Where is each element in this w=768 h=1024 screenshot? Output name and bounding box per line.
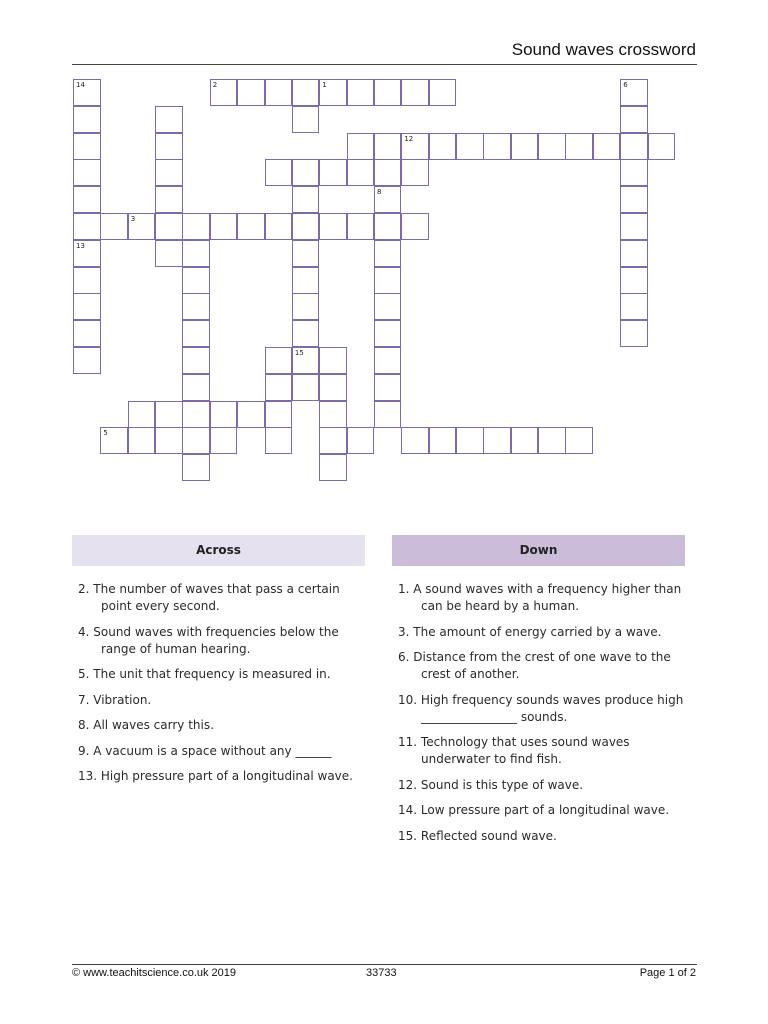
crossword-cell[interactable]	[182, 454, 210, 481]
crossword-cell[interactable]	[265, 427, 293, 454]
crossword-cell[interactable]	[155, 240, 183, 267]
crossword-cell[interactable]	[374, 159, 402, 186]
crossword-cell[interactable]	[237, 213, 265, 240]
crossword-cell[interactable]	[620, 159, 648, 186]
across-clue: 5. The unit that frequency is measured in.	[78, 667, 331, 681]
crossword-cell[interactable]	[538, 427, 566, 454]
crossword-cell[interactable]	[265, 374, 293, 401]
crossword-cell[interactable]	[347, 427, 375, 454]
crossword-cell[interactable]	[620, 213, 648, 240]
across-clue-list	[72, 581, 365, 785]
crossword-cell[interactable]	[292, 186, 320, 213]
crossword-cell[interactable]	[73, 133, 101, 160]
down-clue: 10. High frequency sounds waves produce high ________________ sounds.	[398, 692, 684, 724]
across-clue: 7. Vibration.	[78, 692, 152, 707]
across-heading: Across	[72, 535, 365, 566]
crossword-cell[interactable]	[374, 213, 402, 240]
crossword-cell[interactable]	[292, 347, 320, 374]
crossword-cell[interactable]	[374, 133, 402, 160]
across-column	[72, 535, 365, 794]
crossword-cell[interactable]	[429, 133, 457, 160]
crossword-cell[interactable]	[73, 106, 101, 133]
crossword-cell[interactable]	[319, 159, 347, 186]
crossword-cell[interactable]	[182, 427, 210, 454]
crossword-cell[interactable]	[292, 106, 320, 133]
crossword-cell[interactable]	[155, 213, 183, 240]
crossword-cell[interactable]	[401, 213, 429, 240]
crossword-cell[interactable]	[292, 374, 320, 401]
crossword-cell[interactable]	[155, 106, 183, 133]
clue-number: 13	[76, 241, 85, 250]
crossword-cell[interactable]	[374, 79, 402, 106]
crossword-cell[interactable]	[292, 213, 320, 240]
crossword-cell[interactable]	[620, 79, 648, 106]
crossword-cell[interactable]	[429, 79, 457, 106]
crossword-cell[interactable]	[456, 133, 484, 160]
crossword-cell[interactable]	[483, 133, 511, 160]
clue-number: 5	[103, 429, 108, 438]
crossword-cell[interactable]	[374, 267, 402, 294]
crossword-cell[interactable]	[319, 347, 347, 374]
crossword-cell[interactable]	[128, 213, 156, 240]
crossword-cell[interactable]	[319, 401, 347, 428]
crossword-cell[interactable]	[210, 427, 238, 454]
crossword-cell[interactable]	[128, 427, 156, 454]
clue-number: 14	[76, 81, 85, 89]
crossword-cell[interactable]	[73, 186, 101, 213]
crossword-cell[interactable]	[182, 320, 210, 347]
crossword-cell[interactable]	[374, 401, 402, 428]
crossword-cell[interactable]	[319, 213, 347, 240]
crossword-cell[interactable]	[182, 347, 210, 374]
crossword-cell[interactable]	[374, 347, 402, 374]
crossword-cell[interactable]	[292, 267, 320, 294]
crossword-cell[interactable]	[210, 79, 238, 106]
down-clue: 11. Technology that uses sound waves underwater to find fish.	[398, 735, 630, 766]
crossword-cell[interactable]	[565, 133, 593, 160]
across-clue: 9. A vacuum is a space without any ______	[78, 743, 332, 758]
crossword-cell[interactable]	[100, 427, 128, 454]
crossword-cell[interactable]	[347, 79, 375, 106]
crossword-cell[interactable]	[182, 401, 210, 428]
crossword-cell[interactable]	[128, 401, 156, 428]
crossword-cell[interactable]	[538, 133, 566, 160]
crossword-cell[interactable]	[100, 213, 128, 240]
crossword-cell[interactable]	[73, 293, 101, 320]
crossword-cell[interactable]	[319, 79, 347, 106]
crossword-cell[interactable]	[292, 320, 320, 347]
clue-number: 12	[404, 134, 414, 143]
clue-number: 2	[212, 81, 218, 89]
crossword-grid	[0, 0, 768, 500]
down-clue: 12. Sound is this type of wave.	[398, 777, 584, 792]
crossword-cell[interactable]	[319, 427, 347, 454]
crossword-cell[interactable]	[292, 159, 320, 186]
clue-number: 8	[376, 188, 382, 197]
crossword-cell[interactable]	[210, 401, 238, 428]
down-heading: Down	[392, 535, 685, 566]
across-clue: 8. All waves carry this.	[78, 718, 214, 732]
crossword-cell[interactable]	[401, 79, 429, 106]
crossword-cell[interactable]	[401, 159, 429, 186]
footer-copyright: © www.teachitscience.co.uk 2019	[72, 967, 237, 979]
crossword-cell[interactable]	[73, 240, 101, 267]
crossword-cell[interactable]	[319, 454, 347, 481]
crossword-cell[interactable]	[511, 133, 539, 160]
across-clue: 2. The number of waves that pass a certain point every second.	[78, 582, 340, 613]
crossword-cell[interactable]	[374, 293, 402, 320]
crossword-cell[interactable]	[265, 79, 293, 106]
crossword-cell[interactable]	[182, 293, 210, 320]
crossword-cell[interactable]	[237, 79, 265, 106]
crossword-cell[interactable]	[182, 374, 210, 401]
crossword-cell[interactable]	[620, 293, 648, 320]
crossword-cell[interactable]	[73, 347, 101, 374]
clue-number: 3	[130, 215, 136, 223]
crossword-cell[interactable]	[401, 427, 429, 454]
clue-number: 15	[294, 349, 304, 357]
across-clue: 4. Sound waves with frequencies below the range of human hearing.	[78, 624, 339, 656]
crossword-cell[interactable]	[265, 347, 293, 374]
footer-rule	[72, 964, 697, 965]
clue-number: 1	[322, 81, 327, 89]
crossword-cell[interactable]	[182, 213, 210, 240]
crossword-cell[interactable]	[429, 427, 457, 454]
crossword-cell[interactable]	[73, 320, 101, 347]
crossword-cell[interactable]	[182, 267, 210, 294]
crossword-cell[interactable]	[265, 159, 293, 186]
down-column	[392, 535, 685, 853]
crossword-cell[interactable]	[155, 427, 183, 454]
down-clue-list	[392, 581, 685, 845]
crossword-cell[interactable]	[620, 320, 648, 347]
crossword-cell[interactable]	[648, 133, 676, 160]
across-clue: 13. High pressure part of a longitudinal wave.	[78, 769, 353, 783]
crossword-cell[interactable]	[456, 427, 484, 454]
crossword-cell[interactable]	[374, 374, 402, 401]
crossword-cell[interactable]	[155, 186, 183, 213]
crossword-cell[interactable]	[73, 159, 101, 186]
crossword-cell[interactable]	[155, 401, 183, 428]
crossword-cell[interactable]	[73, 267, 101, 294]
crossword-cell[interactable]	[374, 186, 402, 213]
down-clue: 1. A sound waves with a frequency higher than can be heard by a human.	[398, 582, 682, 613]
crossword-cell[interactable]	[210, 213, 238, 240]
down-clue: 14. Low pressure part of a longitudinal wave.	[398, 803, 670, 817]
down-clue: 6. Distance from the crest of one wave to the crest of another.	[398, 650, 671, 681]
crossword-cell[interactable]	[347, 133, 375, 160]
footer-page: Page 1 of 2	[639, 967, 696, 979]
crossword-cell[interactable]	[620, 133, 648, 160]
footer-code: 33733	[366, 967, 397, 979]
crossword-cell[interactable]	[620, 106, 648, 133]
down-clue: 3. The amount of energy carried by a wave.	[398, 624, 662, 639]
crossword-cell[interactable]	[155, 159, 183, 186]
crossword-cell[interactable]	[265, 213, 293, 240]
crossword-cell[interactable]	[401, 133, 429, 160]
clue-number: 6	[623, 81, 628, 89]
crossword-cell[interactable]	[73, 79, 101, 106]
crossword-cell[interactable]	[155, 133, 183, 160]
crossword-cell[interactable]	[511, 427, 539, 454]
page-title: Sound waves crossword	[511, 40, 696, 59]
crossword-cell[interactable]	[620, 186, 648, 213]
crossword-cell[interactable]	[483, 427, 511, 454]
crossword-cell[interactable]	[292, 293, 320, 320]
crossword-cell[interactable]	[292, 240, 320, 267]
crossword-cell[interactable]	[374, 240, 402, 267]
crossword-cell[interactable]	[292, 79, 320, 106]
crossword-cell[interactable]	[374, 320, 402, 347]
crossword-cell[interactable]	[565, 427, 593, 454]
crossword-cell[interactable]	[237, 401, 265, 428]
crossword-cell[interactable]	[265, 401, 293, 428]
crossword-cell[interactable]	[593, 133, 621, 160]
crossword-cell[interactable]	[73, 213, 101, 240]
crossword-cell[interactable]	[182, 240, 210, 267]
down-clue: 15. Reflected sound wave.	[398, 828, 557, 843]
crossword-cell[interactable]	[620, 267, 648, 294]
crossword-cell[interactable]	[347, 159, 375, 186]
crossword-cell[interactable]	[347, 213, 375, 240]
crossword-cell[interactable]	[620, 240, 648, 267]
crossword-cell[interactable]	[319, 374, 347, 401]
